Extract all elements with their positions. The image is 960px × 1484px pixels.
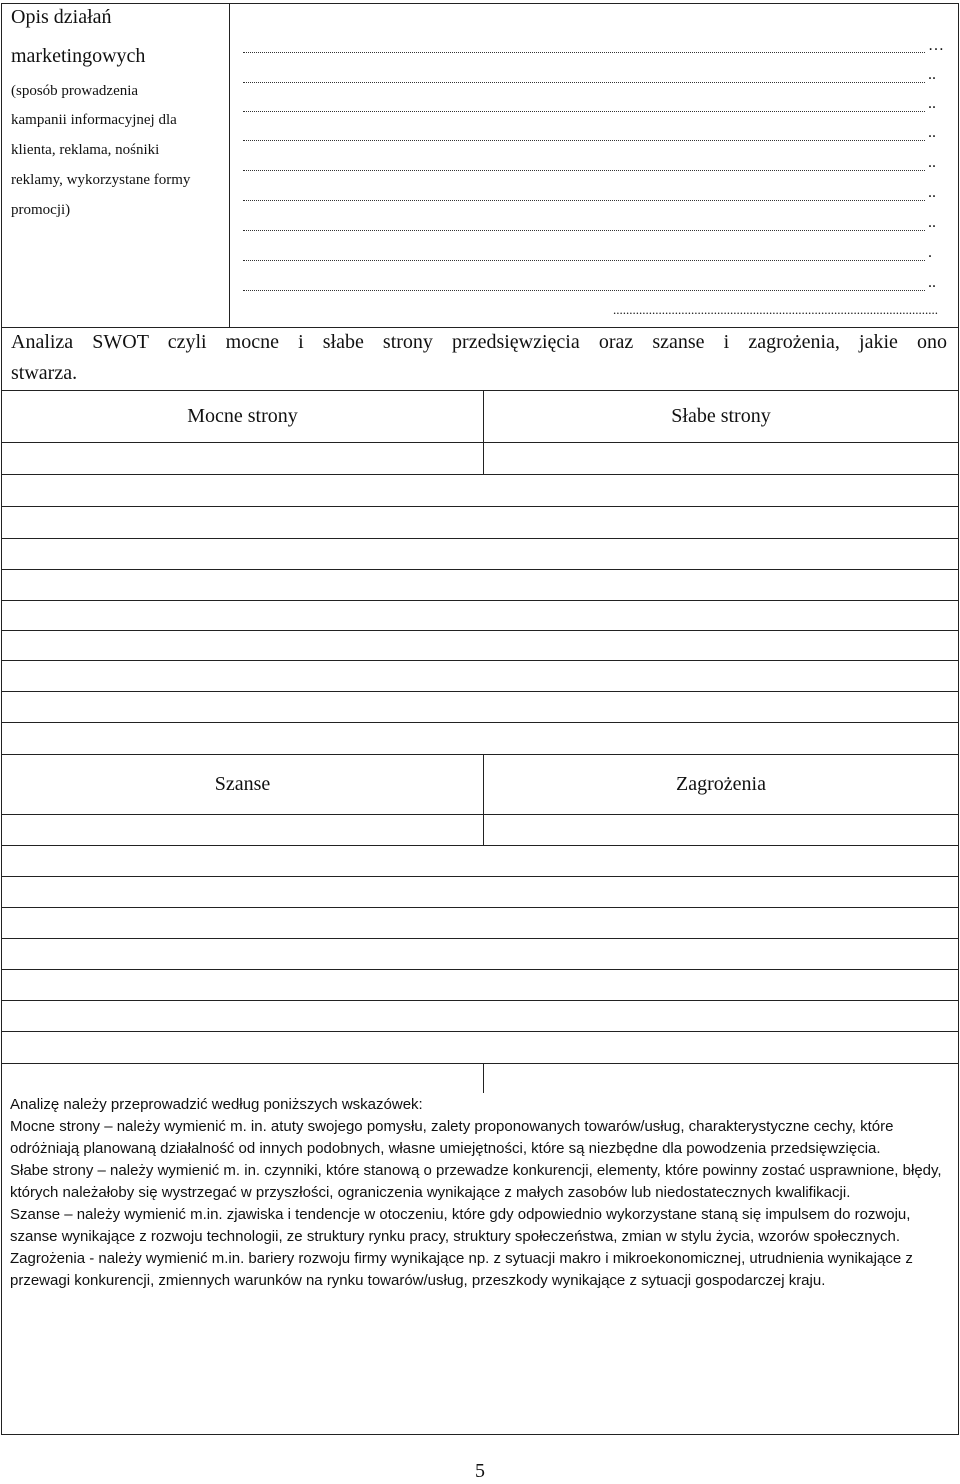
guidelines-lead: Analizę należy przeprowadzić według poniższych wskazówek: <box>10 1096 423 1113</box>
swot-blank-row[interactable] <box>1 1031 959 1064</box>
guideline-threats: Zagrożenia - należy wymienić m.in. bariery rozwoju firmy wynikające np. z sytuacji makro i mikroekonomicznej, utrudnienia wynikające z przewagi konkurencji, zmiennych warunków na rynku towarów/usług, przeszkody wynikające z sytuacji gospodarczej kraju. <box>10 1250 913 1289</box>
swot-intro: Analiza SWOT czyli mocne i słabe strony przedsięwzięcia oraz szanse i zagrożenia, jakie ono <box>11 331 947 353</box>
swot-blank-row[interactable] <box>1 876 959 908</box>
marketing-desc-line: klienta, reklama, nośniki <box>11 142 160 158</box>
swot-blank-row[interactable] <box>1 1000 959 1032</box>
opportunities-header: Szanse <box>1 754 484 815</box>
dotted-answer-line <box>243 290 925 291</box>
dot-line-end: .. <box>928 214 936 231</box>
dot-line-end: .. <box>928 95 936 112</box>
guidelines-block <box>10 1094 946 1292</box>
swot-blank-row[interactable] <box>1 845 959 877</box>
dot-line-end: .. <box>928 154 936 171</box>
swot-blank-row[interactable] <box>1 969 959 1001</box>
dot-line-end: .. <box>928 66 936 83</box>
marketing-title-line1: Opis działań <box>11 6 112 28</box>
dotted-answer-line <box>243 52 925 53</box>
dot-line-end: .. <box>928 274 936 291</box>
dot-line-end: … <box>928 37 944 54</box>
marketing-desc-line: (sposób prowadzenia <box>11 83 139 99</box>
weaknesses-cell[interactable] <box>483 442 959 475</box>
swot-blank-row[interactable] <box>1 474 959 507</box>
dotted-answer-line <box>243 82 925 83</box>
dotted-answer-line <box>243 230 925 231</box>
strengths-cell[interactable] <box>1 442 484 475</box>
dot-line-end: .. <box>928 184 936 201</box>
dotted-answer-line <box>243 170 925 171</box>
dot-line-end: . <box>928 244 932 261</box>
guideline-opportunities: Szanse – należy wymienić m.in. zjawiska i tendencje w otoczeniu, które gdy odpowiednio wykorzystane staną się impulsem do rozwoju, szanse wynikające z rozwoju technologii, ze struktury rynku pracy, struktury społeczeństwa, zmian w stylu życia, wzorów społecznych. <box>10 1206 911 1245</box>
strengths-header: Mocne strony <box>1 390 484 443</box>
dotted-answer-line <box>243 111 925 112</box>
dotted-answer-line <box>243 260 925 261</box>
swot-blank-row[interactable] <box>1 660 959 692</box>
swot-blank-row[interactable] <box>1 600 959 631</box>
dotted-answer-line <box>243 140 925 141</box>
swot-blank-row[interactable] <box>1 722 959 755</box>
swot-blank-row[interactable] <box>1 938 959 970</box>
threats-cell[interactable] <box>483 814 959 846</box>
marketing-desc-line: kampanii informacyjnej dla <box>11 112 177 128</box>
swot-blank-row[interactable] <box>1 569 959 601</box>
marketing-desc-line: promocji) <box>11 202 71 218</box>
page-number: 5 <box>475 1460 485 1482</box>
swot-intro-cont: stwarza. <box>11 362 78 384</box>
marketing-title-line2: marketingowych <box>11 45 146 67</box>
dotted-answer-line <box>243 200 925 201</box>
marketing-desc-line: reklamy, wykorzystane formy <box>11 172 191 188</box>
swot-blank-row[interactable] <box>1 506 959 539</box>
guideline-weaknesses: Słabe strony – należy wymienić m. in. czynniki, które stanową o przewadze konkurencji, elementy, które powinny zostać usprawnione, błędy, których należałoby się wystrzegać w przyszłości, ograniczenia wynikające z małych zasobów lub niedostatecznych kwalifikacji. <box>10 1162 942 1201</box>
weaknesses-header: Słabe strony <box>483 390 959 443</box>
swot-blank-row[interactable] <box>1 630 959 661</box>
opportunities-cell[interactable] <box>1 814 484 846</box>
swot-blank-row[interactable] <box>1 538 959 570</box>
threats-header: Zagrożenia <box>483 754 959 815</box>
swot-blank-row[interactable] <box>1 907 959 939</box>
dot-line-end: .. <box>928 124 936 141</box>
column-divider <box>483 1063 484 1093</box>
guideline-strengths: Mocne strony – należy wymienić m. in. atuty swojego pomysłu, zalety proponowanych towarów/usług, charakterystyczne cechy, które odróżniają planowaną działalność od innych podobnych, własne umiejętności, które są niezbędne dla powodzenia przedsięwzięcia. <box>10 1118 894 1157</box>
dotted-answer-last-line: .................................................................................................... <box>613 302 938 317</box>
swot-blank-row[interactable] <box>1 691 959 723</box>
